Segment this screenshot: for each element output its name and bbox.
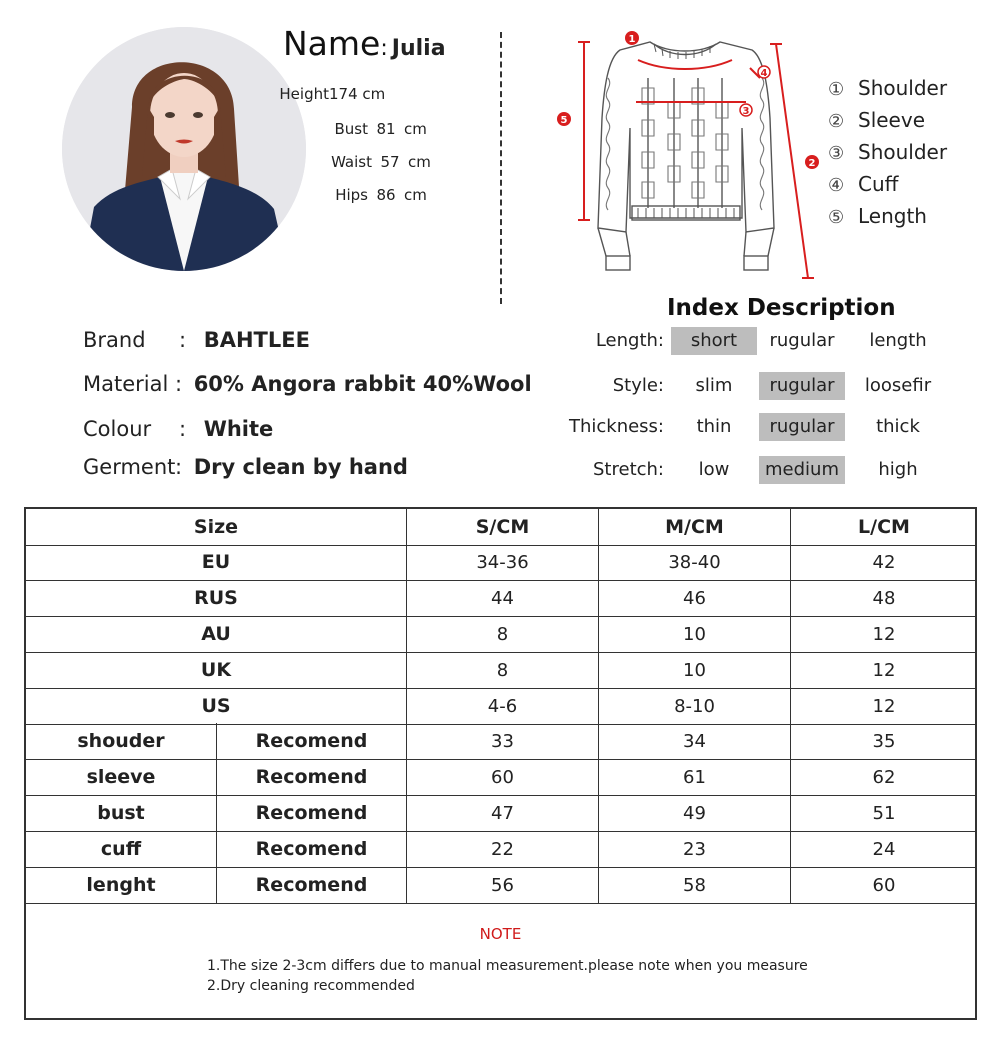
header-cell: Size	[193, 516, 239, 538]
table-cell: 33	[406, 723, 598, 759]
legend-item	[828, 104, 947, 136]
sweater-diagram	[550, 28, 820, 284]
table-cell: 8	[406, 616, 598, 652]
index-option: rugular	[759, 413, 845, 441]
legend-label: Sleeve	[858, 108, 926, 132]
measurement-value: 57	[380, 153, 400, 171]
header-cell: L/CM	[790, 509, 977, 545]
row-label: RUS	[194, 587, 238, 609]
row-label: lenght	[86, 874, 156, 896]
row-sublabel: Recomend	[216, 759, 406, 795]
legend-number: ⑤	[828, 207, 845, 228]
legend-label: Cuff	[858, 172, 899, 196]
legend-number: ③	[828, 143, 845, 164]
header-cell: S/CM	[406, 509, 598, 545]
info-label: Colour	[83, 417, 152, 441]
index-row-style	[540, 372, 960, 400]
row-label: AU	[201, 623, 231, 645]
index-option: slim	[695, 375, 733, 396]
table-cell: 56	[406, 867, 598, 903]
legend-item	[828, 136, 947, 168]
name-separator: :	[380, 36, 388, 61]
info-germent	[83, 455, 408, 479]
table-row	[26, 867, 975, 904]
measurement-label: Bust	[334, 120, 368, 138]
info-value: 60% Angora rabbit 40%Wool	[193, 372, 532, 396]
index-label: Stretch:	[593, 459, 664, 480]
row-label: US	[201, 695, 231, 717]
legend-number: ①	[828, 79, 845, 100]
table-header-row	[26, 509, 975, 546]
table-cell: 62	[790, 759, 977, 795]
measurement-hips	[318, 186, 427, 204]
measurement-value: 174	[329, 85, 358, 103]
table-cell: 8-10	[598, 688, 790, 724]
info-separator: :	[179, 417, 187, 441]
table-row	[26, 580, 975, 617]
measurement-label: Waist	[331, 153, 372, 171]
table-cell: 49	[598, 795, 790, 831]
measurement-label: Height	[279, 85, 329, 103]
header-cell: M/CM	[598, 509, 790, 545]
table-cell: 34	[598, 723, 790, 759]
measurement-unit: cm	[362, 85, 386, 103]
marker-2-label: 2	[808, 158, 816, 169]
info-label: Material	[83, 372, 169, 396]
table-row	[26, 544, 975, 581]
table-row	[26, 652, 975, 689]
index-row-stretch	[540, 456, 960, 484]
table-cell: 46	[598, 580, 790, 616]
table-cell: 48	[790, 580, 977, 616]
table-cell: 24	[790, 831, 977, 867]
marker-5-label: 5	[560, 115, 568, 126]
name-label: Name	[283, 24, 381, 63]
name-value: Julia	[391, 36, 446, 61]
index-option: rugular	[769, 330, 835, 351]
measurement-unit: cm	[408, 153, 431, 171]
table-row	[26, 795, 975, 832]
table-cell: 35	[790, 723, 977, 759]
table-cell: 42	[790, 544, 977, 580]
measurement-unit: cm	[404, 186, 427, 204]
info-separator: :	[175, 455, 183, 479]
marker-4-label: 4	[760, 68, 768, 79]
table-cell: 34-36	[406, 544, 598, 580]
index-option: rugular	[759, 372, 845, 400]
measurement-value: 86	[376, 186, 396, 204]
index-option: thin	[696, 416, 732, 437]
info-label: Germent	[83, 455, 176, 479]
info-label: Brand	[83, 328, 146, 352]
table-cell: 44	[406, 580, 598, 616]
index-row-length	[540, 327, 960, 355]
table-row	[26, 831, 975, 868]
index-description-title: Index Description	[667, 295, 896, 321]
legend-item	[828, 200, 947, 232]
index-label: Length:	[595, 330, 664, 351]
table-cell: 12	[790, 616, 977, 652]
marker-1-label: 1	[628, 34, 636, 45]
index-option: low	[698, 459, 730, 480]
table-cell: 47	[406, 795, 598, 831]
index-option: short	[671, 327, 757, 355]
table-cell: 60	[790, 867, 977, 903]
measurement-unit: cm	[404, 120, 427, 138]
info-separator: :	[179, 328, 187, 352]
table-cell: 10	[598, 652, 790, 688]
table-cell: 12	[790, 652, 977, 688]
table-cell: 4-6	[406, 688, 598, 724]
table-row	[26, 688, 975, 725]
index-label: Thickness:	[568, 416, 664, 437]
row-label: EU	[201, 551, 231, 573]
table-row	[26, 723, 975, 760]
index-option: length	[869, 330, 927, 351]
index-option: thick	[876, 416, 920, 437]
table-cell: 51	[790, 795, 977, 831]
model-name	[283, 24, 446, 63]
note-line-2: 2.Dry cleaning recommended	[207, 978, 415, 994]
index-option: medium	[759, 456, 845, 484]
row-sublabel: Recomend	[216, 831, 406, 867]
row-label: shouder	[77, 730, 165, 752]
table-cell: 22	[406, 831, 598, 867]
table-cell: 23	[598, 831, 790, 867]
info-value: Dry clean by hand	[193, 455, 408, 479]
marker-3-label: 3	[742, 106, 750, 117]
legend-label: Length	[858, 204, 927, 228]
table-cell: 8	[406, 652, 598, 688]
legend-item	[828, 168, 947, 200]
index-row-thickness	[540, 413, 960, 441]
info-value: White	[203, 417, 274, 441]
note-section	[26, 903, 975, 1018]
measurement-bust	[318, 120, 427, 138]
table-cell: 61	[598, 759, 790, 795]
legend-item	[828, 72, 947, 104]
table-cell: 60	[406, 759, 598, 795]
measurement-value: 81	[376, 120, 396, 138]
legend-number: ②	[828, 111, 845, 132]
info-separator: :	[175, 372, 183, 396]
table-cell: 58	[598, 867, 790, 903]
row-label: bust	[97, 802, 145, 824]
divider-dashed	[500, 32, 502, 304]
measurement-height	[279, 85, 385, 103]
info-colour	[83, 417, 273, 441]
index-option: high	[878, 459, 918, 480]
legend-number: ④	[828, 175, 845, 196]
measurement-label: Hips	[335, 186, 368, 204]
info-brand	[83, 328, 310, 352]
legend-label: Shoulder	[858, 76, 948, 100]
diagram-legend	[828, 72, 947, 232]
row-label: cuff	[100, 838, 142, 860]
info-value: BAHTLEE	[203, 328, 310, 352]
row-sublabel: Recomend	[216, 723, 406, 759]
model-photo	[62, 27, 306, 271]
index-option: loosefir	[864, 375, 932, 396]
size-table	[24, 507, 977, 1020]
table-cell: 38-40	[598, 544, 790, 580]
row-label: sleeve	[86, 766, 156, 788]
legend-label: Shoulder	[858, 140, 948, 164]
info-material	[83, 372, 532, 396]
measurement-waist	[322, 153, 431, 171]
table-row	[26, 759, 975, 796]
row-sublabel: Recomend	[216, 867, 406, 903]
table-cell: 12	[790, 688, 977, 724]
table-cell: 10	[598, 616, 790, 652]
table-row	[26, 616, 975, 653]
index-label: Style:	[612, 375, 664, 396]
note-title: NOTE	[479, 925, 522, 943]
note-line-1: 1.The size 2-3cm differs due to manual measurement.please note when you measure	[207, 958, 808, 974]
row-label: UK	[200, 659, 232, 681]
row-sublabel: Recomend	[216, 795, 406, 831]
